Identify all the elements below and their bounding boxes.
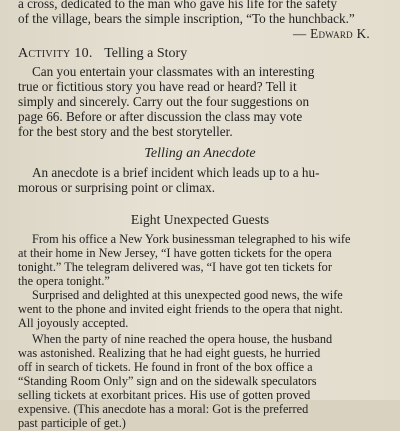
story-line: past participle of get.) — [18, 416, 126, 430]
paragraph-line: page 66. Before or after discussion the class may vote — [18, 109, 303, 124]
story-line: selling tickets at exorbitant prices. His use of gotten proved — [18, 388, 311, 402]
story-line: Surprised and delighted at this unexpected good news, the wife — [32, 288, 343, 302]
paragraph-line: simply and sincerely. Carry out the four suggestions on — [18, 94, 310, 109]
story-line: tonight.” The telegram delivered was, “I have got ten tickets for — [18, 260, 332, 274]
story-line: From his office a New York businessman telegraphed to his wife — [32, 232, 351, 246]
paragraph-line: true or fictitious story you have read or heard? Tell it — [18, 79, 297, 94]
story-line: “Standing Room Only” sign and on the sidewalk speculators — [18, 374, 317, 388]
activity-title: Telling a Story — [104, 46, 188, 61]
paragraph-line: for the best story and the best storyteller. — [18, 124, 233, 139]
story-line: at their home in New Jersey, “I have gotten tickets for the opera — [18, 246, 332, 260]
story-line: expensive. (This anecdote has a moral: Got is the preferred — [18, 402, 309, 416]
story-line: All joyously accepted. — [18, 316, 129, 330]
author-signature: — Edward K. — [293, 26, 370, 41]
story-line: was astonished. Realizing that he had eight guests, he hurried — [18, 346, 321, 360]
story-line: a cross, dedicated to the man who gave his life for the safety — [18, 0, 337, 11]
story-line: the opera tonight.” — [18, 274, 110, 288]
story-line: off in search of tickets. He found in front of the box office a — [18, 360, 313, 374]
section-title: Telling an Anecdote — [144, 146, 256, 161]
paragraph-line: Can you entertain your classmates with an interesting — [32, 64, 315, 79]
activity-heading — [18, 46, 384, 61]
definition-line: morous or surprising point or climax. — [18, 180, 216, 195]
story-line: went to the phone and invited eight friends to the opera that night. — [18, 302, 343, 316]
story-line: of the village, bears the simple inscription, “To the hunchback.” — [18, 11, 355, 26]
activity-number: Activity 10. — [18, 46, 93, 61]
story-title: Eight Unexpected Guests — [130, 212, 270, 227]
story-line: When the party of nine reached the opera house, the husband — [32, 332, 333, 346]
definition-line: An anecdote is a brief incident which leads up to a hu- — [32, 165, 320, 180]
